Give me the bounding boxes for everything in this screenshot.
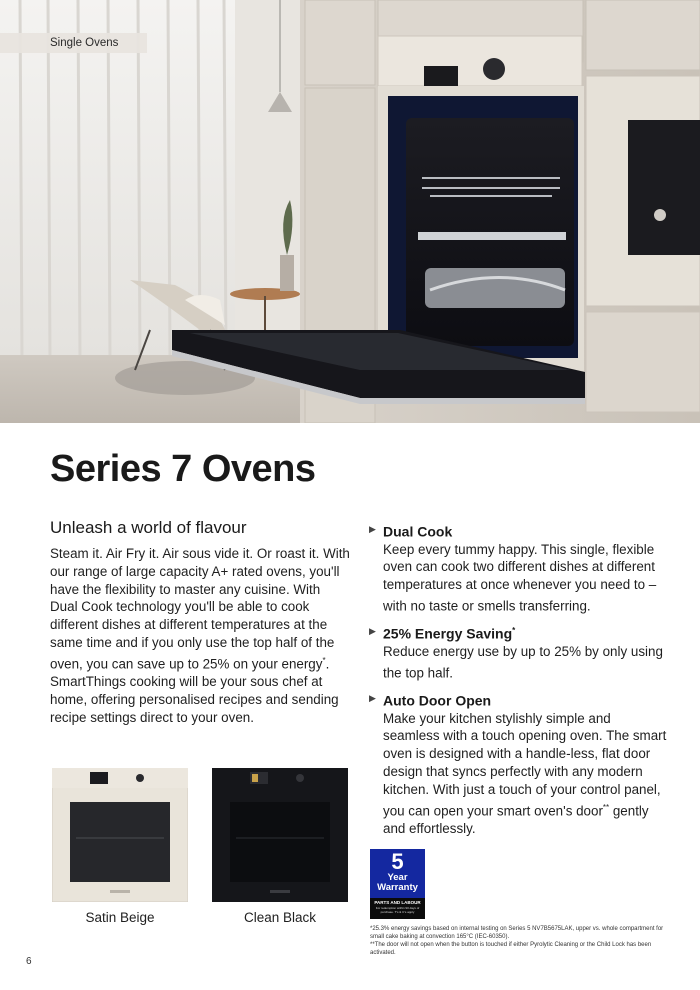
warranty-band (370, 898, 425, 919)
footnote-energy: *25.3% energy savings based on internal testing on Series 5 NV7B5675LAK, upper vs. whole compartment for small cake baking at convection 165°C (IEC-60350). (370, 926, 664, 940)
warranty-line-2: Warranty (377, 882, 418, 893)
kitchen-oven-photo (0, 0, 700, 423)
intro-text: Steam it. Air Fry it. Air sous vide it. Or roast it. With our range of large capacity A+ rated ovens, you'll have the flexibility to master any cuisine. With Dual Cook technology you'll be able to cook different dishes at different temperatures at the same time and if you only use the top half of the oven, you can save up to 25% on your energy (50, 546, 350, 672)
satin-beige-oven-image (52, 768, 188, 902)
triangle-bullet-icon: ▶ (369, 524, 376, 534)
feature-title: Auto Door Open (383, 692, 492, 709)
page-title: Series 7 Ovens (50, 448, 316, 490)
warranty-badge (370, 849, 425, 919)
feature-title: Dual Cook (383, 523, 453, 540)
feature-energy-saving (368, 622, 668, 682)
intro-footnote-marker: * (322, 655, 326, 665)
feature-title: 25% Energy Saving* (383, 625, 516, 642)
clean-black-oven-image (212, 768, 348, 902)
warranty-band-small: For redemption within 90 days of purchase. T's & C's apply (375, 906, 420, 914)
product-label-clean-black: Clean Black (243, 910, 317, 925)
triangle-bullet-icon: ▶ (369, 626, 376, 637)
feature-auto-door-open (368, 689, 668, 838)
feature-dual-cook (368, 520, 668, 615)
section-tab: Single Ovens (0, 33, 147, 53)
warranty-years: 5 (391, 849, 404, 874)
footnotes (370, 926, 670, 958)
footnote-door: **The door will not open when the button is touched if either Pyrolytic Cleaning or the Child Lock has been activated. (370, 942, 652, 956)
feature-body: Reduce energy use by up to 25% by only using the top half. (383, 643, 663, 681)
feature-list (368, 520, 668, 845)
feature-body: Keep every tummy happy. This single, flexible oven can cook two different dishes at different temperatures at once whenever you need to – with no taste or smells transferring. (383, 541, 657, 614)
feature-body: Make your kitchen stylishly simple and seamless with a touch opening oven. The smart oven is designed with a handle-less, flat door design that syncs perfectly with any modern kitchen. With just a touch of your control panel, you can open your smart oven's door** gently and effortlessly. (383, 710, 667, 836)
warranty-band-text: PARTS AND LABOUR (374, 900, 421, 905)
subtitle: Unleash a world of flavour (50, 518, 247, 537)
triangle-bullet-icon: ▶ (369, 693, 376, 704)
page-number: 6 (26, 956, 32, 967)
intro-text-continued: . SmartThings cooking will be your sous chef at home, offering personalised recipes and sending recipe settings direct to your oven. (50, 656, 339, 725)
product-label-satin-beige: Satin Beige (85, 910, 155, 925)
intro-paragraph (50, 545, 350, 726)
hero-image (0, 0, 700, 423)
warranty-line-1: Year (387, 872, 408, 883)
